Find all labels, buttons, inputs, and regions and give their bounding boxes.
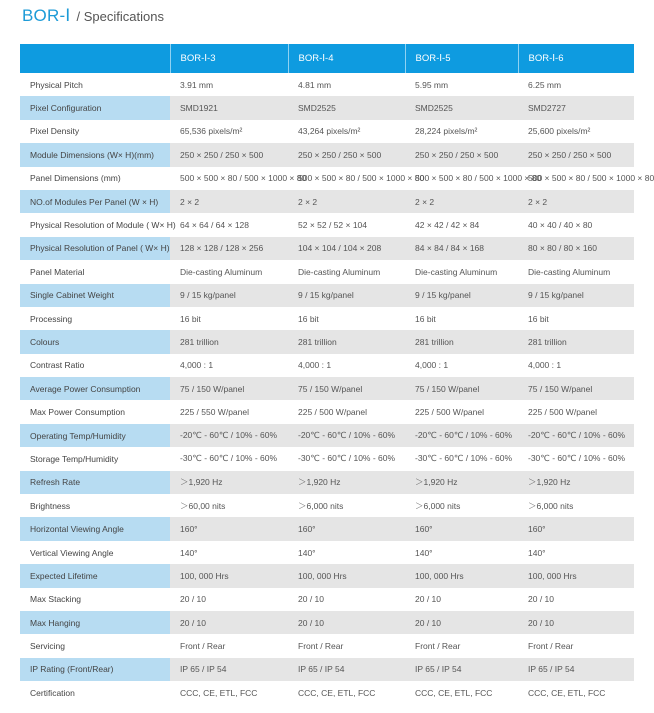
product-name: BOR-Ⅰ — [22, 6, 71, 25]
spec-value: 4,000 : 1 — [528, 360, 562, 371]
spec-label: Physical Resolution of Module ( W× H) — [30, 220, 176, 231]
spec-label: Servicing — [30, 641, 65, 652]
table-row — [20, 400, 634, 423]
spec-value: CCC, CE, ETL, FCC — [528, 687, 606, 698]
spec-value: ＞6,000 nits — [298, 500, 344, 511]
table-row — [20, 190, 634, 213]
table-row — [20, 471, 634, 494]
spec-value: Die-casting Aluminum — [415, 266, 498, 277]
spec-value: 225 / 500 W/panel — [415, 407, 484, 418]
spec-value: 75 / 150 W/panel — [288, 377, 405, 400]
spec-value: 225 / 550 W/panel — [180, 407, 249, 418]
table-row — [20, 541, 634, 564]
spec-value: 20 / 10 — [518, 611, 634, 634]
spec-label: Average Power Consumption — [20, 377, 170, 400]
spec-value: 5.95 mm — [415, 79, 449, 90]
page-title — [22, 6, 164, 30]
spec-label: Contrast Ratio — [30, 360, 85, 371]
spec-value: Front / Rear — [528, 641, 574, 652]
spec-value: SMD1921 — [170, 96, 288, 119]
spec-value: -30℃ - 60℃ / 10% - 60% — [528, 453, 626, 464]
spec-label: Physical Resolution of Panel ( W× H) — [20, 237, 170, 260]
spec-value: 225 / 500 W/panel — [298, 407, 367, 418]
header-cell-bor-1-6: BOR-Ⅰ-6 — [518, 44, 634, 73]
spec-value: 2 × 2 — [170, 190, 288, 213]
spec-value: -30℃ - 60℃ / 10% - 60% — [298, 453, 396, 464]
table-header — [20, 44, 634, 73]
spec-value: 4.81 mm — [298, 79, 332, 90]
spec-value: 64 × 64 / 64 × 128 — [180, 220, 250, 231]
spec-value: 6.25 mm — [528, 79, 562, 90]
spec-value: 140° — [180, 547, 198, 558]
spec-value: 128 × 128 / 128 × 256 — [170, 237, 288, 260]
table-row — [20, 494, 634, 517]
spec-value: IP 65 / IP 54 — [405, 658, 518, 681]
spec-value: 80 × 80 / 80 × 160 — [518, 237, 634, 260]
table-row — [20, 73, 634, 96]
spec-value: 160° — [288, 517, 405, 540]
spec-value: 281 trillion — [405, 330, 518, 353]
table-row — [20, 634, 634, 657]
spec-label: Max Power Consumption — [30, 407, 125, 418]
spec-value: Front / Rear — [298, 641, 344, 652]
spec-value: 500 × 500 × 80 / 500 × 1000 × 80 — [298, 173, 425, 184]
spec-label: Vertical Viewing Angle — [30, 547, 114, 558]
spec-value: 4,000 : 1 — [415, 360, 449, 371]
spec-value: 25,600 pixels/m² — [528, 126, 591, 137]
spec-value: SMD2525 — [405, 96, 518, 119]
spec-value: 20 / 10 — [405, 611, 518, 634]
spec-value: 9 / 15 kg/panel — [518, 284, 634, 307]
spec-value: 500 × 500 × 80 / 500 × 1000 × 80 — [528, 173, 654, 184]
spec-value: 20 / 10 — [298, 594, 324, 605]
spec-label: Pixel Configuration — [20, 96, 170, 119]
spec-value: 250 × 250 / 250 × 500 — [288, 143, 405, 166]
spec-value: 250 × 250 / 250 × 500 — [170, 143, 288, 166]
table-row — [20, 96, 634, 119]
spec-value: 16 bit — [298, 313, 319, 324]
spec-label: Storage Temp/Humidity — [30, 453, 119, 464]
spec-value: CCC, CE, ETL, FCC — [415, 687, 493, 698]
spec-value: Die-casting Aluminum — [180, 266, 263, 277]
spec-label: Single Cabinet Weight — [20, 284, 170, 307]
spec-label: Certification — [30, 687, 75, 698]
spec-value: 75 / 150 W/panel — [170, 377, 288, 400]
spec-label: Processing — [30, 313, 73, 324]
spec-value: 9 / 15 kg/panel — [170, 284, 288, 307]
spec-value: 500 × 500 × 80 / 500 × 1000 × 80 — [180, 173, 307, 184]
spec-value: ＞60,00 nits — [180, 500, 226, 511]
spec-value: 42 × 42 / 42 × 84 — [415, 220, 480, 231]
specifications-table — [20, 44, 654, 705]
table-row — [20, 330, 634, 353]
table-row — [20, 120, 634, 143]
spec-value: 140° — [298, 547, 316, 558]
spec-value: -20℃ - 60℃ / 10% - 60% — [405, 424, 518, 447]
spec-value: 4,000 : 1 — [180, 360, 214, 371]
spec-value: 65,536 pixels/m² — [180, 126, 243, 137]
spec-value: 104 × 104 / 104 × 208 — [288, 237, 405, 260]
table-row — [20, 377, 634, 400]
table-body — [20, 73, 654, 705]
spec-value: -20℃ - 60℃ / 10% - 60% — [170, 424, 288, 447]
table-row — [20, 284, 634, 307]
spec-value: 20 / 10 — [415, 594, 441, 605]
spec-value: CCC, CE, ETL, FCC — [180, 687, 258, 698]
table-row — [20, 260, 634, 283]
table-row — [20, 213, 634, 236]
table-row — [20, 564, 634, 587]
header-cell-bor-1-4: BOR-Ⅰ-4 — [288, 44, 405, 73]
header-row — [20, 44, 634, 73]
table-row — [20, 588, 634, 611]
spec-value: 75 / 150 W/panel — [405, 377, 518, 400]
spec-value: 4,000 : 1 — [298, 360, 332, 371]
spec-value: IP 65 / IP 54 — [518, 658, 634, 681]
spec-value: 43,264 pixels/m² — [298, 126, 361, 137]
table-row — [20, 611, 634, 634]
spec-label: Pixel Density — [30, 126, 80, 137]
spec-value: 500 × 500 × 80 / 500 × 1000 × 80 — [415, 173, 542, 184]
spec-label: Physical Pitch — [30, 79, 83, 90]
page-subtitle: / Specifications — [76, 9, 164, 24]
table-row — [20, 517, 634, 540]
spec-value: 16 bit — [415, 313, 436, 324]
spec-value: 281 trillion — [518, 330, 634, 353]
spec-value: -30℃ - 60℃ / 10% - 60% — [180, 453, 278, 464]
spec-value: 20 / 10 — [180, 594, 206, 605]
spec-label: Expected Lifetime — [20, 564, 170, 587]
spec-value: 140° — [528, 547, 546, 558]
spec-value: 3.91 mm — [180, 79, 214, 90]
spec-value: 160° — [405, 517, 518, 540]
spec-value: 52 × 52 / 52 × 104 — [298, 220, 368, 231]
spec-value: -20℃ - 60℃ / 10% - 60% — [518, 424, 634, 447]
spec-value: 84 × 84 / 84 × 168 — [405, 237, 518, 260]
spec-label: Max Stacking — [30, 594, 82, 605]
spec-value: IP 65 / IP 54 — [170, 658, 288, 681]
spec-value: 16 bit — [180, 313, 201, 324]
spec-value: 100, 000 Hrs — [288, 564, 405, 587]
spec-value: 281 trillion — [288, 330, 405, 353]
spec-label: IP Rating (Front/Rear) — [20, 658, 170, 681]
spec-value: 20 / 10 — [528, 594, 554, 605]
table-row — [20, 658, 634, 681]
spec-value: ＞1,920 Hz — [405, 471, 518, 494]
spec-value: 75 / 150 W/panel — [518, 377, 634, 400]
table-row — [20, 307, 634, 330]
spec-value: 28,224 pixels/m² — [415, 126, 478, 137]
spec-value: 20 / 10 — [170, 611, 288, 634]
spec-value: 2 × 2 — [288, 190, 405, 213]
spec-value: 2 × 2 — [405, 190, 518, 213]
spec-label: Colours — [20, 330, 170, 353]
spec-value: 9 / 15 kg/panel — [405, 284, 518, 307]
spec-label: Panel Dimensions (mm) — [30, 173, 121, 184]
spec-value: Die-casting Aluminum — [298, 266, 381, 277]
spec-value: 100, 000 Hrs — [170, 564, 288, 587]
spec-value: 20 / 10 — [288, 611, 405, 634]
spec-value: 100, 000 Hrs — [518, 564, 634, 587]
spec-value: 2 × 2 — [518, 190, 634, 213]
spec-value: 140° — [415, 547, 433, 558]
spec-value: 100, 000 Hrs — [405, 564, 518, 587]
spec-value: Die-casting Aluminum — [528, 266, 611, 277]
spec-label: Refresh Rate — [20, 471, 170, 494]
spec-value: 225 / 500 W/panel — [528, 407, 597, 418]
spec-value: SMD2727 — [518, 96, 634, 119]
header-cell-bor-1-5: BOR-Ⅰ-5 — [405, 44, 518, 73]
header-cell-bor-1-3: BOR-Ⅰ-3 — [170, 44, 288, 73]
spec-label: Operating Temp/Humidity — [20, 424, 170, 447]
spec-value: -20℃ - 60℃ / 10% - 60% — [288, 424, 405, 447]
spec-label: NO.of Modules Per Panel (W × H) — [20, 190, 170, 213]
table-row — [20, 237, 634, 260]
spec-label: Brightness — [30, 500, 71, 511]
table-row — [20, 424, 634, 447]
spec-value: CCC, CE, ETL, FCC — [298, 687, 376, 698]
spec-value: IP 65 / IP 54 — [288, 658, 405, 681]
table-row — [20, 681, 634, 704]
spec-value: 250 × 250 / 250 × 500 — [405, 143, 518, 166]
spec-value: Front / Rear — [180, 641, 226, 652]
spec-label: Module Dimensions (W× H)(mm) — [20, 143, 170, 166]
spec-label: Max Hanging — [20, 611, 170, 634]
spec-value: ＞6,000 nits — [415, 500, 461, 511]
spec-value: 250 × 250 / 250 × 500 — [518, 143, 634, 166]
spec-value: ＞1,920 Hz — [170, 471, 288, 494]
spec-value: 9 / 15 kg/panel — [288, 284, 405, 307]
spec-value: ＞6,000 nits — [528, 500, 574, 511]
table-row — [20, 354, 634, 377]
spec-value: -30℃ - 60℃ / 10% - 60% — [415, 453, 513, 464]
spec-value: 16 bit — [528, 313, 549, 324]
spec-value: 160° — [518, 517, 634, 540]
spec-label: Panel Material — [30, 266, 85, 277]
table-row — [20, 143, 634, 166]
spec-value: 160° — [170, 517, 288, 540]
spec-value: Front / Rear — [415, 641, 461, 652]
spec-value: 281 trillion — [170, 330, 288, 353]
header-cell-label — [20, 44, 170, 73]
spec-value: ＞1,920 Hz — [518, 471, 634, 494]
table-row — [20, 447, 634, 470]
spec-value: ＞1,920 Hz — [288, 471, 405, 494]
spec-value: SMD2525 — [288, 96, 405, 119]
spec-label: Horizontal Viewing Angle — [20, 517, 170, 540]
table-row — [20, 167, 634, 190]
spec-value: 40 × 40 / 40 × 80 — [528, 220, 593, 231]
